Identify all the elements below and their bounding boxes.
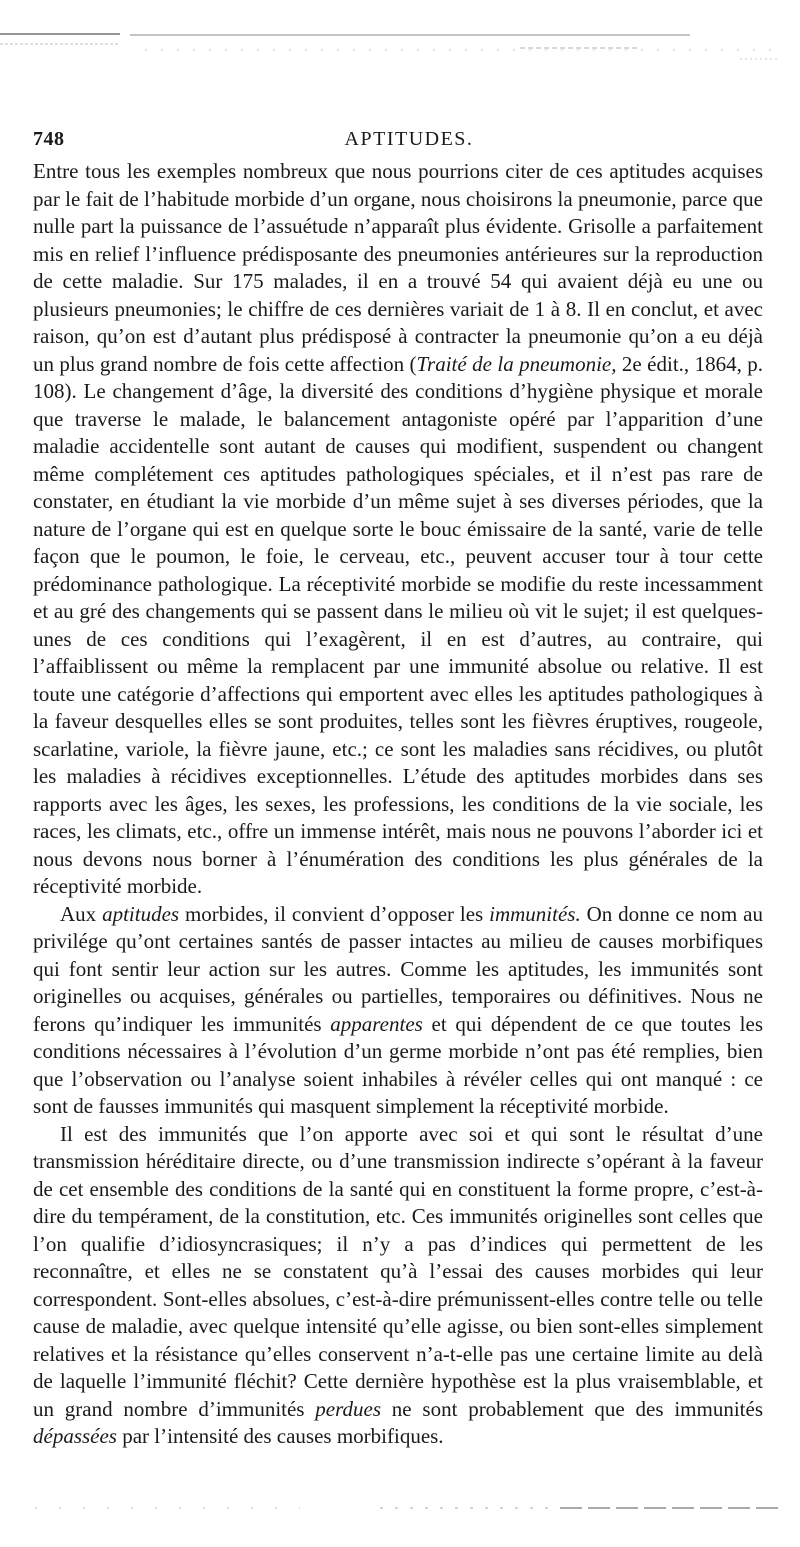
italic-term: dépassées xyxy=(33,1424,117,1448)
italic-term: Traité de la pneumonie, xyxy=(416,351,617,376)
text-run: 2e édit., 1864, p. 108). Le changement d’âge, la diversité des conditions d’hygiène physique et morale que traverse le malade, le balancement antagoniste opéré par l’apparition d’une maladie accidentelle sont autant de causes qui modifient, suspendent ou changent même complétement ces aptitudes pathologiques spéciales, et il n’est pas rare de constater, en étudiant la vie morbide d’un même sujet à ses diverses périodes, que la nature de l’organe qui est en quelque sorte le bouc émissaire de la santé, varie de telle façon que le poumon, le foie, le cerveau, etc., peuvent accuser tour à tour cette prédominance pathologique. La réceptivité morbide se modifie du reste incessamment et au gré des changements qui se passent dans le milieu où vit le sujet; il est quelques-unes de ces conditions qui l’exagèrent, il en est d’autres, au contraire, qui l’affaiblissent ou même la remplacent par une immunité absolue ou relative. Il est toute une catégorie d’affections qui emportent avec elles les aptitudes pathologiques à la faveur desquelles elles se sont produites, telles sont les fièvres éruptives, rougeole, scarlatine, variole, la fièvre jaune, etc.; ce sont les maladies sans récidives, ou plutôt les maladies à récidives exceptionnelles. L’étude des aptitudes morbides dans ses rapports avec les âges, les sexes, les professions, les conditions de la vie sociale, les races, les climats, etc., offre un immense intérêt, mais nous ne pouvons l’aborder ici et nous devons nous borner à l’énumération des conditions les plus générales de la réceptivité morbide. xyxy=(33,351,764,898)
italic-term: aptitudes xyxy=(102,901,180,926)
paragraph-2 xyxy=(33,901,763,1121)
text-run: Aux xyxy=(60,901,103,926)
scan-artifact-bottom xyxy=(0,1500,800,1530)
page-header xyxy=(33,128,763,158)
italic-term: immunités. xyxy=(489,901,581,926)
paragraph-1 xyxy=(33,158,763,901)
page-body xyxy=(33,158,763,1451)
running-title: APTITUDES. xyxy=(344,128,474,150)
text-run: par l’intensité des causes morbifiques. xyxy=(116,1424,444,1448)
text-run: morbides, il convient d’opposer les xyxy=(179,901,490,926)
text-run: Entre tous les exemples nombreux que nous pourrions citer de ces aptitudes acquises par le fait de l’habitude morbide d’un organe, nous choisirons la pneumonie, parce que nulle part la puissance de l’assuétude n’apparaît plus évidente. Grisolle a parfaitement mis en relief l’influence prédisposante des pneumonies antérieures sur la reproduction de cette maladie. Sur 175 malades, il en a trouvé 54 qui avaient déjà eu une ou plusieurs pneumonies; le chiffre de ces dernières variait de 1 à 8. Il en conclut, et avec raison, qu’on est d’autant plus prédisposé à contracter la pneumonie qu’on a eu déjà un plus grand nombre de fois cette affection ( xyxy=(33,159,763,376)
text-run: On donne ce nom au privilége qu’ont certaines santés de passer intactes au milieu de causes morbifiques qui font sentir leur action sur les autres. Comme les aptitudes, les immunités sont originelles ou acquises, générales ou partielles, temporaires ou définitives. Nous ne ferons qu’indiquer les immunités xyxy=(33,901,763,1036)
text-run: Il est des immunités que l’on apporte avec soi et qui sont le résultat d’une transmission héréditaire directe, ou d’une transmission indirecte s’opérant à la faveur de cet ensemble des conditions de la santé qui en constituent la forme propre, c’est-à-dire du tempérament, de la constitution, etc. Ces immunités originelles sont celles que l’on qualifie d’idiosyncrasiques; il n’y a pas d’indices qui permettent de les reconnaître, et elles ne se constatent qu’à l’essai des causes morbides qui leur correspondent. Sont-elles absolues, c’est-à-dire prémunissent-elles contre telle ou telle cause de maladie, avec quelque intensité qu’elle agisse, ou bien sont-elles simplement relatives et la résistance qu’elles conservent n’a-t-elle pas une certaine limite au delà de laquelle l’immunité fléchit? Cette dernière hypothèse est la plus vraisemblable, et un grand nombre d’immunités xyxy=(33,1121,763,1421)
text-run: et qui dépendent de ce que toutes les conditions nécessaires à l’évolution d’un germe morbide n’ont pas été remplies, bien que l’observation ou l’analyse soient inhabiles à révéler celles qui ont manqué : ce sont de fausses immunités qui masquent simplement la réceptivité morbide. xyxy=(33,1011,763,1118)
italic-term: apparentes xyxy=(330,1011,423,1036)
text-run: ne sont probablement que des immunités xyxy=(381,1396,763,1421)
scan-artifact-top xyxy=(0,32,800,72)
page-number: 748 xyxy=(33,128,65,150)
paragraph-3 xyxy=(33,1121,763,1451)
italic-term: perdues xyxy=(315,1396,381,1421)
